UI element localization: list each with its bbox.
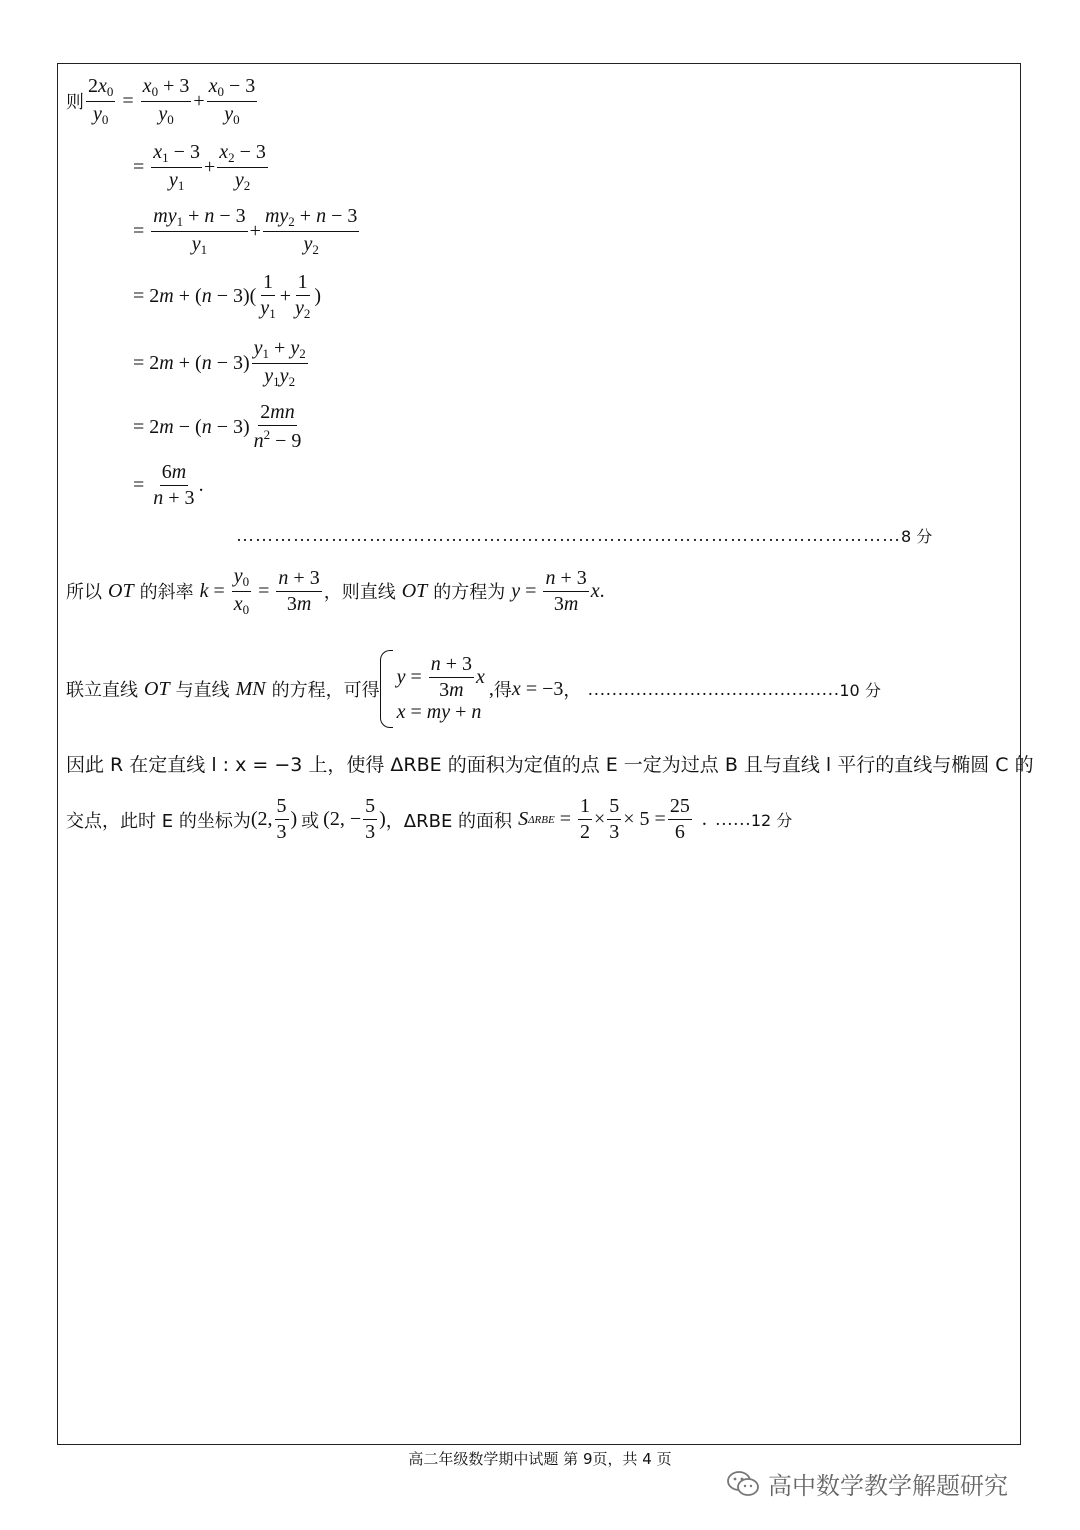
score-12: 12 分 — [750, 811, 793, 830]
score-10: 10 分 — [839, 680, 881, 700]
eq-line-4: = 2m + (n − 3)( $\frac{1}{y_1}$ + $\frac{1}{y_2}$ ) — [133, 271, 322, 321]
eq-line-5: = 2m + (n − 3) $\frac{y_1 + y_2}{y_1y_2}$ — [133, 337, 306, 389]
system-text-2: 与直线 — [175, 680, 230, 701]
para-1: 因此 R 在定直线 l : x = −3 上，使得 ΔRBE 的面积为定值的点 E 一定为过点 B 且与直线 l 平行的直线与椭圆 C 的 — [66, 754, 1034, 776]
wechat-icon — [726, 1469, 760, 1499]
system-result-text: 得 — [493, 680, 512, 701]
para-2-text-a: 交点，此时 E 的坐标为 — [66, 810, 251, 832]
para-2-or: 或 — [301, 810, 320, 832]
lead-text: 则 — [66, 92, 84, 114]
system-line: 联立直线 OT 与直线 MN 的方程，可得 y = $\frac{n + 3}{3m}$ x x = my + n , 得 x = −3 ， …………………………………… 10 分 — [66, 650, 881, 728]
eq-line-2: = $\frac{x_1 - 3}{y_1}$ + $\frac{x_2 - 3}{y_2}$ — [133, 141, 266, 193]
para-2-text-b: ，ΔRBE 的面积 — [385, 810, 513, 832]
left-brace — [380, 650, 393, 728]
para-2: 交点，此时 E 的坐标为 (2, $\frac{5}{3}$ ) 或 (2, − $\frac{5}{3}$ ) ，ΔRBE 的面积 S ΔRBE = $\frac{1}{2}$ × $\frac{5}{3}$ × 5 = $\frac{25}{6}$ . …… 12 分 — [66, 795, 793, 843]
eq-line-7: = $\frac{6m}{n + 3}$ . — [133, 461, 204, 509]
watermark — [726, 1466, 1008, 1501]
slope-line: 所以 OT 的斜率 k = $\frac{y_0}{x_0}$ = $\frac{n + 3}{3m}$ ，则直线 OT 的方程为 y = $\frac{n + 3}{3m}$ x . — [66, 565, 605, 617]
eq-line-6: = 2m − (n − 3) $\frac{2mn}{n^2 - 9}$ — [133, 401, 302, 452]
slope-text-2: 的斜率 — [139, 582, 194, 604]
slope-text-4: 的方程为 — [433, 582, 506, 604]
system-text-3: 的方程，可得 — [271, 680, 380, 701]
score-line-8: …………………………………………………………………………………………… 8 分 — [236, 525, 933, 546]
system-text-1: 联立直线 — [66, 680, 138, 701]
slope-text-3: ，则直线 — [323, 582, 396, 604]
page-footer: 高二年级数学期中试题 第 9页，共 4 页 — [408, 1450, 672, 1468]
eq-line-1: 则 $\frac{2x_0}{y_0}$ = $\frac{x_0 + 3}{y_0}$ + $\frac{x_0 - 3}{y_0}$ — [66, 75, 256, 127]
eq-line-3: = $\frac{my_1 + n - 3}{y_1}$ + $\frac{my_2 + n - 3}{y_2}$ — [133, 205, 358, 257]
score-8: 8 分 — [901, 527, 933, 546]
slope-text-1: 所以 — [66, 582, 102, 604]
watermark-text: 高中数学教学解题研究 — [768, 1472, 1008, 1500]
